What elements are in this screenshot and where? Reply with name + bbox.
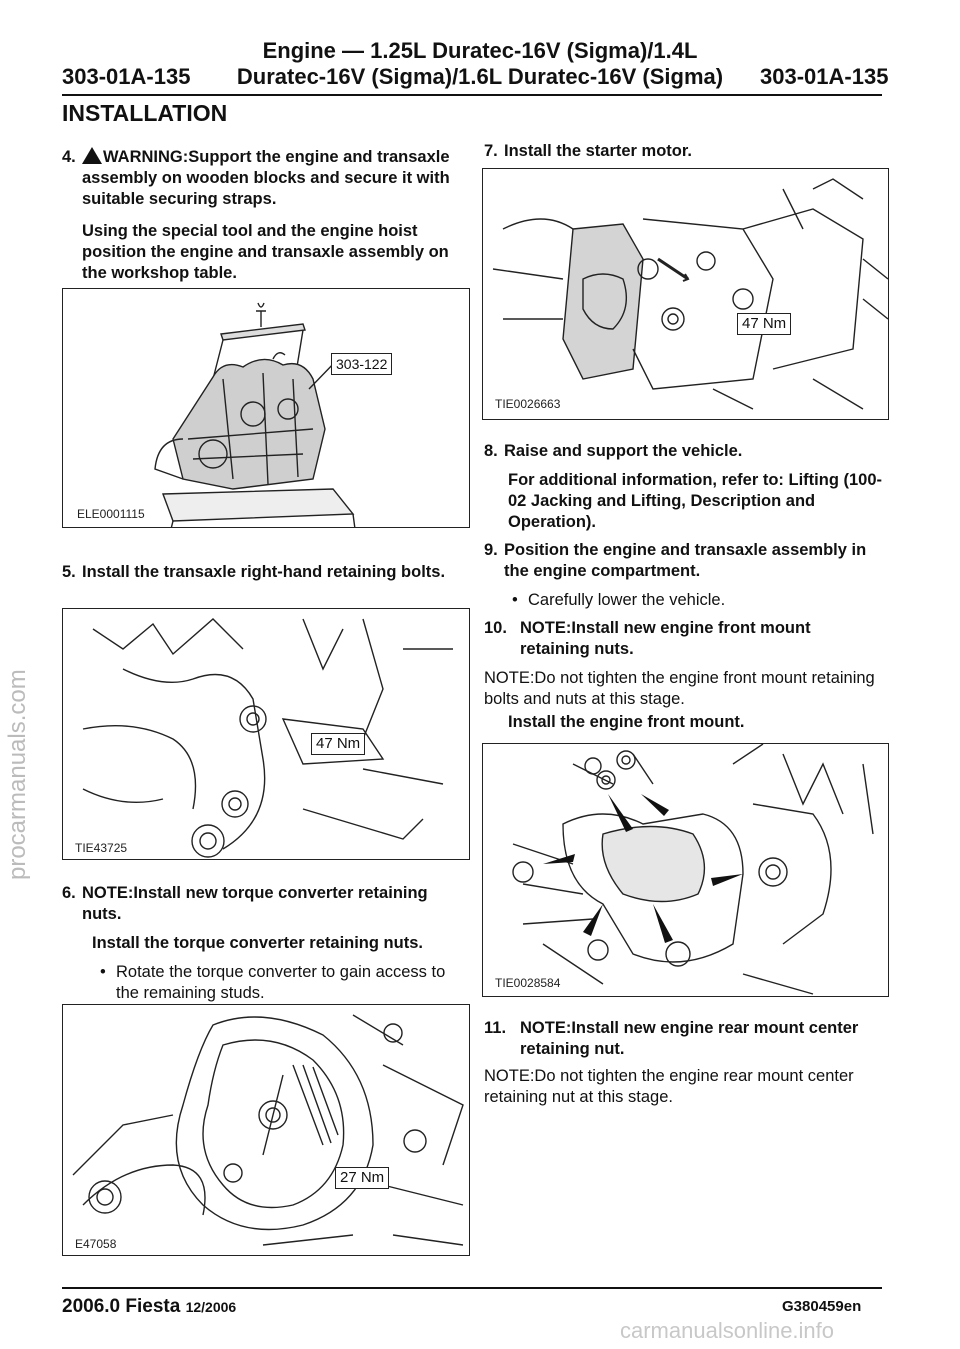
step-5-text: Install the transaxle right-hand retaining bolts. — [82, 563, 446, 581]
step-8-reference: For additional information, refer to: Lifting (100-02 Jacking and Lifting, Description and Operation). — [508, 471, 882, 531]
step-9-bullet: • Carefully lower the vehicle. — [512, 590, 882, 611]
footer-rule — [62, 1287, 882, 1289]
step-4-warning — [62, 147, 462, 210]
step-6-note-text: NOTE:Install new torque converter retaining nuts. — [82, 884, 428, 923]
step-11-heading — [484, 1018, 884, 1060]
header-title-line1: Engine — 1.25L Duratec-16V (Sigma)/1.4L — [262, 38, 698, 63]
step-4-number: 4. — [62, 148, 76, 166]
step-10-number: 10. — [484, 619, 507, 637]
step-9 — [484, 540, 884, 582]
figure-id: E47058 — [75, 1237, 117, 1251]
page-code-left: 303-01A-135 — [62, 64, 191, 89]
footer-model-name: 2006.0 Fiesta — [62, 1296, 181, 1317]
figure-id: TIE0028584 — [495, 976, 561, 990]
step-10-note: NOTE:Do not tighten the engine front mount retaining bolts and nuts at this stage. — [484, 669, 875, 708]
step-9-bullet-text: Carefully lower the vehicle. — [528, 591, 726, 609]
step-5-number: 5. — [62, 563, 76, 581]
footer-model — [62, 1296, 236, 1318]
figure-transaxle-bolts — [62, 608, 470, 860]
step-9-text: Position the engine and transaxle assembly in the engine compartment. — [504, 541, 867, 580]
step-10-heading-text: NOTE:Install new engine front mount retaining nuts. — [520, 619, 811, 658]
step-10-heading — [484, 618, 884, 660]
figure-id: ELE0001115 — [77, 507, 145, 521]
step-6-note — [62, 883, 462, 925]
figure-id: TIE43725 — [75, 841, 128, 855]
step-8-number: 8. — [484, 442, 498, 460]
step-6-number: 6. — [62, 884, 76, 902]
step-8-text: Raise and support the vehicle. — [504, 442, 743, 460]
step-7-number: 7. — [484, 142, 498, 160]
warning-icon — [82, 147, 102, 164]
footer-date: 12/2006 — [185, 1299, 237, 1315]
page-code-right: 303-01A-135 — [760, 64, 889, 89]
torque-label: 27 Nm — [335, 1167, 389, 1189]
side-watermark: procarmanuals.com — [4, 669, 31, 880]
step-6-text: Install the torque converter retaining nuts. — [92, 934, 423, 952]
tool-label: 303-122 — [331, 353, 392, 375]
step-5 — [62, 562, 462, 583]
bottom-watermark: carmanualsonline.info — [620, 1318, 835, 1343]
header-rule — [62, 94, 882, 96]
step-8 — [484, 441, 884, 462]
step-11-heading-text: NOTE:Install new engine rear mount center retaining nut. — [520, 1019, 859, 1058]
step-4-text: Using the special tool and the engine hoist position the engine and transaxle assembly on the workshop table. — [82, 222, 449, 282]
figure-starter-motor — [482, 168, 889, 420]
torque-label: 47 Nm — [311, 733, 365, 755]
footer-code: G380459en — [782, 1298, 862, 1315]
figure-torque-converter — [62, 1004, 470, 1256]
step-7 — [484, 141, 884, 162]
step-11-number: 11. — [484, 1019, 507, 1037]
step-9-number: 9. — [484, 541, 498, 559]
torque-label: 47 Nm — [737, 313, 791, 335]
step-10-text: Install the engine front mount. — [508, 713, 745, 731]
step-6-bullet: • Rotate the torque converter to gain access to the remaining studs. — [100, 962, 470, 1004]
header-title-line2: Duratec-16V (Sigma)/1.6L Duratec-16V (Sigma) — [236, 64, 724, 89]
figure-id: TIE0026663 — [495, 397, 561, 411]
step-6-bullet-text: Rotate the torque converter to gain access to the remaining studs. — [116, 963, 446, 1002]
step-7-text: Install the starter motor. — [504, 142, 692, 160]
step-11-note: NOTE:Do not tighten the engine rear mount center retaining nut at this stage. — [484, 1067, 854, 1106]
section-title: INSTALLATION — [62, 100, 228, 126]
figure-engine-front-mount — [482, 743, 889, 997]
step-4-warning-text: WARNING:Support the engine and transaxle assembly on wooden blocks and secure it with suitable securing straps. — [82, 148, 450, 208]
figure-engine-hoist — [62, 288, 470, 528]
